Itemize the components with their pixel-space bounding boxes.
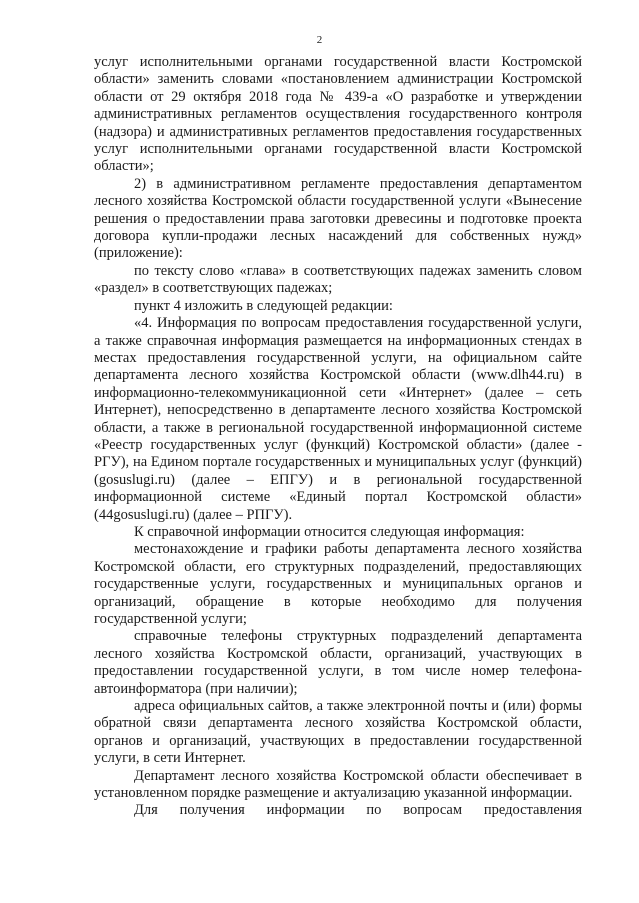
document-body: [94, 54, 582, 820]
paragraph-2: 2) в административном регламенте предоставления департаментом лесного хозяйства Костромской области государственной услуги «Вынесение решения о предоставлении права заготовки древесины и подготовке проекта договора купли-продажи лесных насаждений для собственных нужд» (приложение):: [94, 175, 582, 262]
paragraph-9: адреса официальных сайтов, а также электронной почты и (или) формы обратной связи департамента лесного хозяйства Костромской области, органов и организаций, участвующих в предоставлении государственной услуги, в сети Интернет.: [94, 698, 582, 767]
paragraph-10: Департамент лесного хозяйства Костромской области обеспечивает в установленном порядке размещение и актуализацию указанной информации.: [94, 767, 582, 802]
page-number: 2: [316, 34, 323, 46]
paragraph-5: «4. Информация по вопросам предоставления государственной услуги, а также справочная информация размещается на информационных стендах в местах предоставления государственной услуги, на официальном сайте департамента лесного хозяйства Костромской области (www.dlh44.ru) в информационно-телекоммуникационной сети «Интернет» (далее – сеть Интернет), непосредственно в департаменте лесного хозяйства Костромской области, а также в региональной государственной информационной системе «Реестр государственных услуг (функций) Костромской области» (далее - РГУ), на Едином портале государственных и муниципальных услуг (функций) (gosuslugi.ru) (далее – ЕПГУ) и в региональной государственной информационной системе «Единый портал Костромской области» (44gosuslugi.ru) (далее – РПГУ).: [94, 315, 582, 523]
paragraph-4: пункт 4 изложить в следующей редакции:: [134, 297, 393, 314]
paragraph-8: справочные телефоны структурных подразделений департамента лесного хозяйства Костромской области, организаций, участвующих в предоставлении государственной услуги, в том числе номер телефона-автоинформатора (при наличии);: [94, 628, 582, 697]
paragraph-3: по тексту слово «глава» в соответствующих падежах заменить словом «раздел» в соответствующих падежах;: [94, 262, 582, 297]
paragraph-11: Для получения информации по вопросам предоставления: [134, 802, 582, 819]
paragraph-7: местонахождение и графики работы департамента лесного хозяйства Костромской области, его структурных подразделений, предоставляющих государственные услуги, государственных и муниципальных органов и организаций, обращение в которые необходимо для получения государственной услуги;: [94, 541, 582, 627]
paragraph-1: услуг исполнительными органами государственной власти Костромской области» заменить словами «постановлением администрации Костромской области от 29 октября 2018 года № 439-а «О разработке и утверждении административных регламентов осуществления государственного контроля (надзора) и административных регламентов предоставления государственных услуг исполнительными органами государственной власти Костромской области»;: [94, 54, 582, 175]
paragraph-6: К справочной информации относится следующая информация:: [134, 523, 525, 540]
